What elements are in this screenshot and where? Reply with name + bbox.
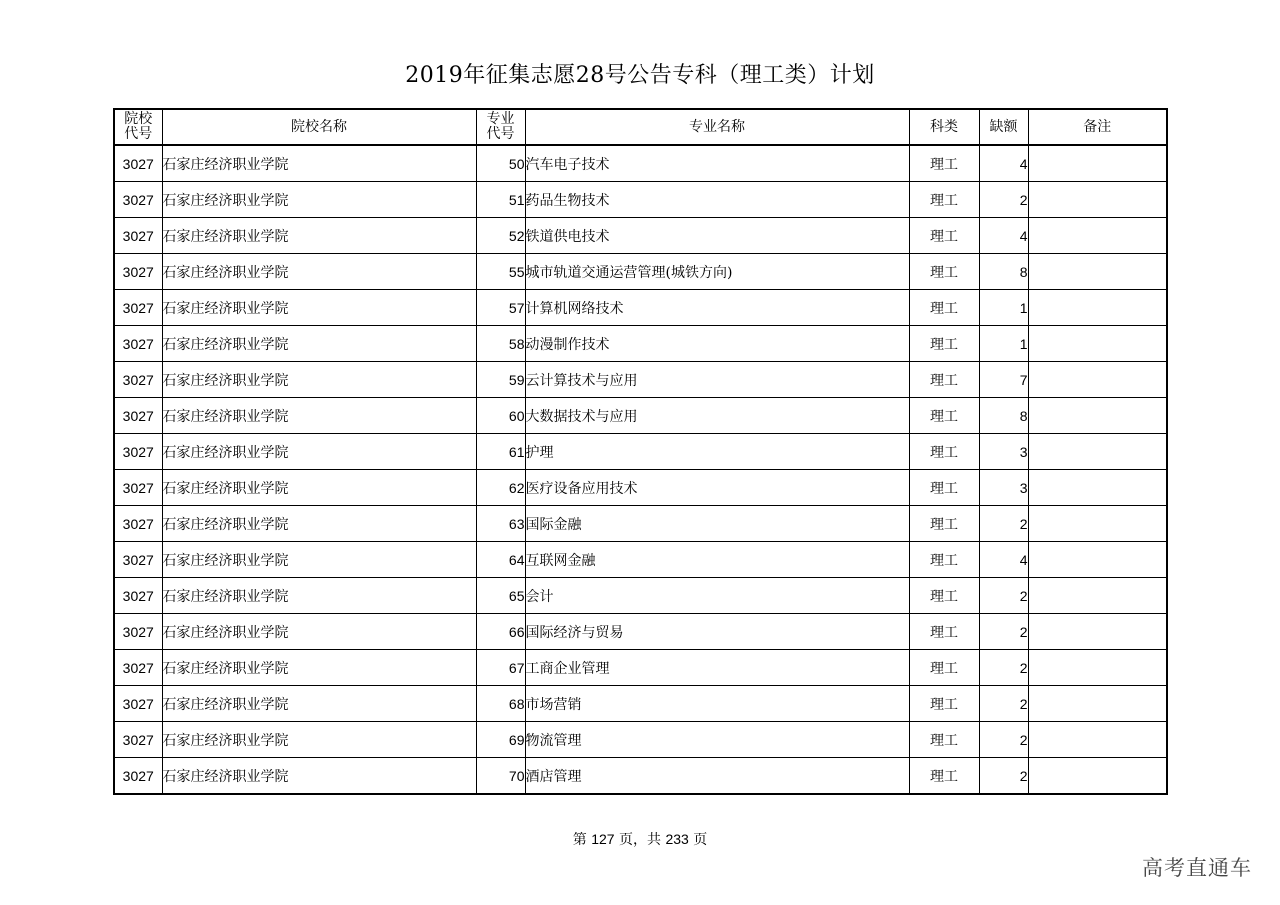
cell-major-code: 66: [476, 614, 525, 650]
table-row: [114, 650, 1167, 686]
cell-category: 理工: [909, 398, 979, 434]
table-row: [114, 182, 1167, 218]
table-row: [114, 470, 1167, 506]
cell-school-name: 石家庄经济职业学院: [162, 722, 476, 758]
cell-vacancy: 4: [979, 145, 1028, 182]
cell-major-name: 物流管理: [525, 722, 909, 758]
cell-major-name: 国际金融: [525, 506, 909, 542]
footer-prefix: 第: [572, 832, 587, 848]
cell-major-code: 65: [476, 578, 525, 614]
cell-vacancy: 1: [979, 290, 1028, 326]
watermark: 高考直通车: [1142, 856, 1252, 880]
cell-category: 理工: [909, 506, 979, 542]
footer-total-pages: 233: [665, 831, 689, 847]
cell-vacancy: 2: [979, 182, 1028, 218]
cell-school-code: 3027: [114, 290, 162, 326]
cell-major-name: 城市轨道交通运营管理(城铁方向): [525, 254, 909, 290]
cell-vacancy: 2: [979, 722, 1028, 758]
table-row: [114, 506, 1167, 542]
cell-category: 理工: [909, 326, 979, 362]
cell-remarks: [1028, 290, 1167, 326]
header-school-code: 院校 代号: [114, 109, 162, 145]
cell-vacancy: 8: [979, 254, 1028, 290]
header-major-name: 专业名称: [525, 109, 909, 145]
table-row: [114, 434, 1167, 470]
cell-category: 理工: [909, 254, 979, 290]
cell-remarks: [1028, 434, 1167, 470]
table-row: [114, 686, 1167, 722]
cell-remarks: [1028, 542, 1167, 578]
table-row: [114, 290, 1167, 326]
cell-school-name: 石家庄经济职业学院: [162, 182, 476, 218]
cell-major-name: 大数据技术与应用: [525, 398, 909, 434]
cell-major-code: 60: [476, 398, 525, 434]
table-row: [114, 578, 1167, 614]
table-row: [114, 254, 1167, 290]
cell-major-name: 国际经济与贸易: [525, 614, 909, 650]
cell-category: 理工: [909, 542, 979, 578]
cell-vacancy: 7: [979, 362, 1028, 398]
cell-category: 理工: [909, 578, 979, 614]
cell-major-name: 云计算技术与应用: [525, 362, 909, 398]
table-header-row: [114, 109, 1167, 145]
cell-category: 理工: [909, 290, 979, 326]
cell-school-code: 3027: [114, 758, 162, 795]
header-vacancy: 缺额: [979, 109, 1028, 145]
table-body: [114, 145, 1167, 794]
cell-vacancy: 8: [979, 398, 1028, 434]
cell-school-code: 3027: [114, 650, 162, 686]
cell-category: 理工: [909, 722, 979, 758]
cell-major-code: 63: [476, 506, 525, 542]
cell-remarks: [1028, 614, 1167, 650]
cell-major-code: 59: [476, 362, 525, 398]
cell-school-name: 石家庄经济职业学院: [162, 326, 476, 362]
plan-table: [113, 108, 1168, 795]
cell-major-name: 动漫制作技术: [525, 326, 909, 362]
footer-suffix: 页: [693, 832, 708, 848]
cell-major-code: 57: [476, 290, 525, 326]
cell-remarks: [1028, 470, 1167, 506]
cell-school-name: 石家庄经济职业学院: [162, 578, 476, 614]
header-major-code: 专业 代号: [476, 109, 525, 145]
cell-school-code: 3027: [114, 470, 162, 506]
cell-vacancy: 3: [979, 470, 1028, 506]
cell-major-code: 67: [476, 650, 525, 686]
page-title: 2019年征集志愿28号公告专科（理工类）计划: [405, 63, 875, 88]
cell-remarks: [1028, 145, 1167, 182]
table-row: [114, 542, 1167, 578]
cell-category: 理工: [909, 434, 979, 470]
cell-major-name: 医疗设备应用技术: [525, 470, 909, 506]
cell-category: 理工: [909, 614, 979, 650]
cell-school-code: 3027: [114, 145, 162, 182]
cell-vacancy: 2: [979, 506, 1028, 542]
cell-vacancy: 3: [979, 434, 1028, 470]
cell-school-name: 石家庄经济职业学院: [162, 398, 476, 434]
cell-school-code: 3027: [114, 686, 162, 722]
cell-school-name: 石家庄经济职业学院: [162, 218, 476, 254]
cell-vacancy: 2: [979, 758, 1028, 795]
cell-major-code: 70: [476, 758, 525, 795]
cell-major-name: 汽车电子技术: [525, 145, 909, 182]
cell-major-code: 64: [476, 542, 525, 578]
cell-major-code: 55: [476, 254, 525, 290]
cell-remarks: [1028, 362, 1167, 398]
cell-major-name: 护理: [525, 434, 909, 470]
cell-major-name: 酒店管理: [525, 758, 909, 795]
cell-school-name: 石家庄经济职业学院: [162, 290, 476, 326]
cell-school-name: 石家庄经济职业学院: [162, 650, 476, 686]
table-row: [114, 758, 1167, 795]
cell-school-name: 石家庄经济职业学院: [162, 542, 476, 578]
cell-school-name: 石家庄经济职业学院: [162, 470, 476, 506]
footer-page-number: 127: [591, 831, 615, 847]
table-row: [114, 218, 1167, 254]
cell-school-code: 3027: [114, 254, 162, 290]
cell-school-code: 3027: [114, 506, 162, 542]
cell-vacancy: 2: [979, 578, 1028, 614]
cell-school-name: 石家庄经济职业学院: [162, 254, 476, 290]
cell-remarks: [1028, 758, 1167, 795]
cell-school-code: 3027: [114, 398, 162, 434]
cell-major-name: 工商企业管理: [525, 650, 909, 686]
cell-major-name: 计算机网络技术: [525, 290, 909, 326]
cell-category: 理工: [909, 470, 979, 506]
header-school-name: 院校名称: [162, 109, 476, 145]
cell-vacancy: 1: [979, 326, 1028, 362]
cell-school-code: 3027: [114, 542, 162, 578]
cell-school-code: 3027: [114, 362, 162, 398]
table-row: [114, 145, 1167, 182]
cell-school-code: 3027: [114, 218, 162, 254]
page-footer: [0, 829, 1280, 849]
cell-school-name: 石家庄经济职业学院: [162, 362, 476, 398]
cell-remarks: [1028, 254, 1167, 290]
cell-category: 理工: [909, 145, 979, 182]
header-category: 科类: [909, 109, 979, 145]
cell-major-name: 铁道供电技术: [525, 218, 909, 254]
cell-category: 理工: [909, 362, 979, 398]
cell-vacancy: 2: [979, 650, 1028, 686]
table-row: [114, 614, 1167, 650]
cell-major-code: 51: [476, 182, 525, 218]
cell-major-code: 52: [476, 218, 525, 254]
cell-category: 理工: [909, 182, 979, 218]
cell-major-name: 互联网金融: [525, 542, 909, 578]
cell-major-code: 50: [476, 145, 525, 182]
cell-major-code: 58: [476, 326, 525, 362]
cell-major-code: 61: [476, 434, 525, 470]
cell-vacancy: 4: [979, 542, 1028, 578]
footer-middle: 页，共: [619, 832, 661, 848]
cell-category: 理工: [909, 758, 979, 795]
cell-school-name: 石家庄经济职业学院: [162, 614, 476, 650]
cell-school-name: 石家庄经济职业学院: [162, 506, 476, 542]
cell-school-code: 3027: [114, 614, 162, 650]
table-row: [114, 326, 1167, 362]
cell-school-name: 石家庄经济职业学院: [162, 145, 476, 182]
cell-remarks: [1028, 506, 1167, 542]
cell-remarks: [1028, 326, 1167, 362]
cell-major-code: 68: [476, 686, 525, 722]
cell-remarks: [1028, 398, 1167, 434]
cell-remarks: [1028, 722, 1167, 758]
cell-school-code: 3027: [114, 578, 162, 614]
table-row: [114, 398, 1167, 434]
cell-school-code: 3027: [114, 722, 162, 758]
cell-school-name: 石家庄经济职业学院: [162, 434, 476, 470]
cell-remarks: [1028, 686, 1167, 722]
cell-school-name: 石家庄经济职业学院: [162, 686, 476, 722]
cell-school-code: 3027: [114, 182, 162, 218]
cell-remarks: [1028, 182, 1167, 218]
cell-category: 理工: [909, 650, 979, 686]
cell-remarks: [1028, 578, 1167, 614]
cell-vacancy: 4: [979, 218, 1028, 254]
cell-major-name: 市场营销: [525, 686, 909, 722]
cell-school-name: 石家庄经济职业学院: [162, 758, 476, 795]
cell-major-name: 会计: [525, 578, 909, 614]
cell-major-code: 62: [476, 470, 525, 506]
table-row: [114, 362, 1167, 398]
cell-remarks: [1028, 218, 1167, 254]
cell-school-code: 3027: [114, 434, 162, 470]
table-row: [114, 722, 1167, 758]
cell-category: 理工: [909, 686, 979, 722]
cell-vacancy: 2: [979, 686, 1028, 722]
cell-category: 理工: [909, 218, 979, 254]
cell-major-name: 药品生物技术: [525, 182, 909, 218]
cell-vacancy: 2: [979, 614, 1028, 650]
cell-remarks: [1028, 650, 1167, 686]
cell-school-code: 3027: [114, 326, 162, 362]
cell-major-code: 69: [476, 722, 525, 758]
header-remarks: 备注: [1028, 109, 1167, 145]
